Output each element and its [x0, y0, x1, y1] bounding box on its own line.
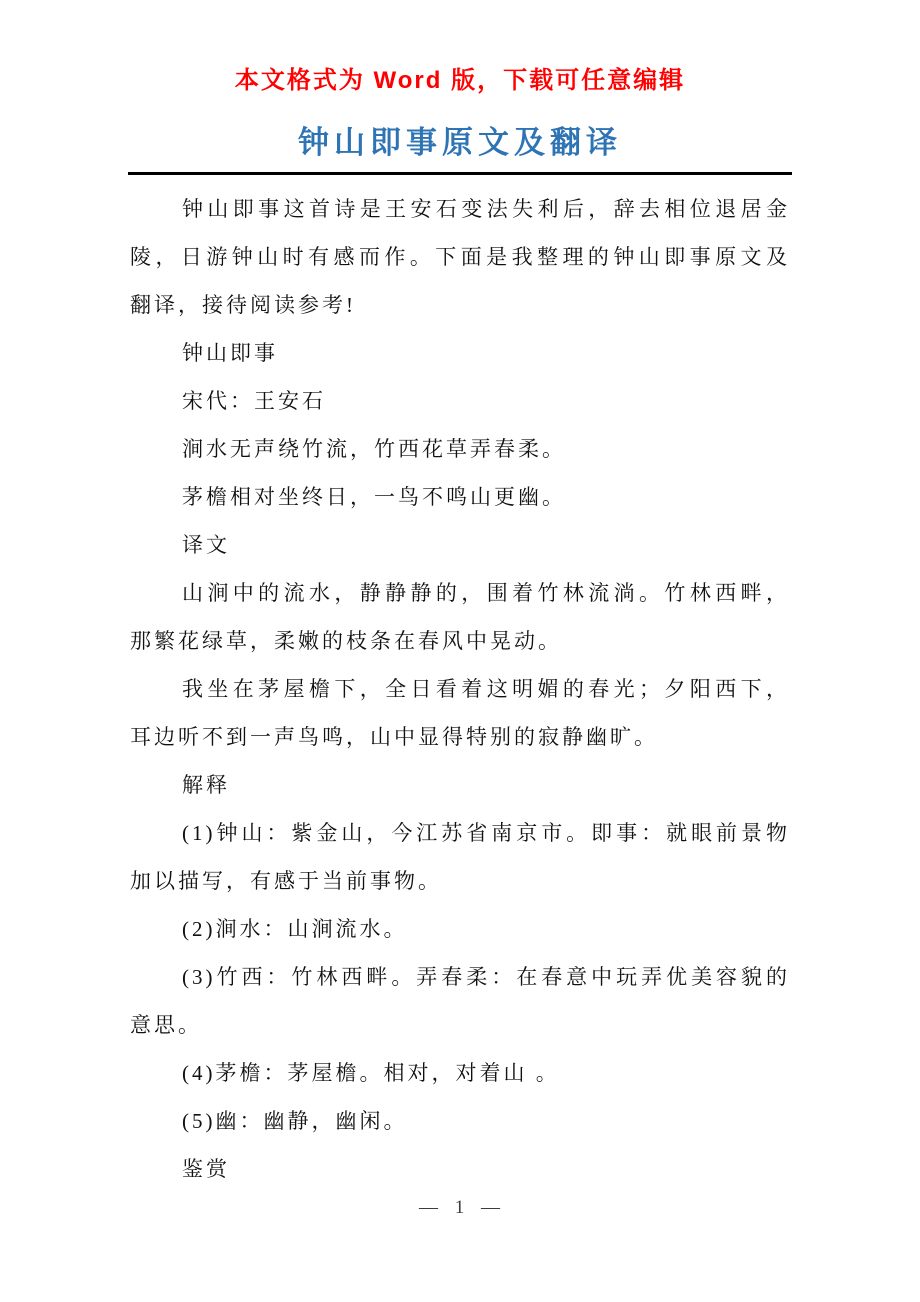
section-heading-translation: 译文 [182, 533, 230, 557]
page-title: 钟山即事原文及翻译 [298, 125, 622, 160]
poem-verse-line: 茅檐相对坐终日，一鸟不鸣山更幽。 [182, 485, 566, 509]
note-line: (2)涧水：山涧流水。 [182, 917, 408, 941]
text-line: 翻译，接待阅读参考! [130, 293, 356, 317]
poem-author-line: 宋代：王安石 [182, 389, 326, 413]
text-line: 山涧中的流水，静静静的，围着竹林流淌。竹林西畔， [182, 581, 790, 605]
section-heading-notes: 解释 [182, 773, 230, 797]
poem-title-line: 钟山即事 [182, 341, 278, 365]
note-line: (4)茅檐：茅屋檐。相对，对着山 。 [182, 1061, 560, 1085]
title-divider [128, 172, 792, 175]
format-notice: 本文格式为 Word 版，下载可任意编辑 [234, 67, 686, 94]
text-line: 我坐在茅屋檐下，全日看着这明媚的春光；夕阳西下， [182, 677, 790, 701]
text-line: 陵，日游钟山时有感而作。下面是我整理的钟山即事原文及 [130, 245, 790, 269]
text-line: 耳边听不到一声鸟鸣，山中显得特别的寂静幽旷。 [130, 725, 658, 749]
text-line: 钟山即事这首诗是王安石变法失利后，辞去相位退居金 [182, 197, 790, 221]
page-number: — 1 — [419, 1197, 501, 1218]
note-line: (5)幽：幽静，幽闲。 [182, 1109, 408, 1133]
note-line: 加以描写，有感于当前事物。 [130, 869, 442, 893]
note-line: (1)钟山：紫金山，今江苏省南京市。即事：就眼前景物 [182, 821, 790, 845]
section-heading-appreciation: 鉴赏 [182, 1157, 230, 1181]
note-line: (3)竹西：竹林西畔。弄春柔：在春意中玩弄优美容貌的 [182, 965, 790, 989]
document-body [130, 185, 790, 1193]
poem-verse-line: 涧水无声绕竹流，竹西花草弄春柔。 [182, 437, 566, 461]
text-line: 那繁花绿草，柔嫩的枝条在春风中晃动。 [130, 629, 562, 653]
note-line: 意思。 [130, 1013, 202, 1037]
